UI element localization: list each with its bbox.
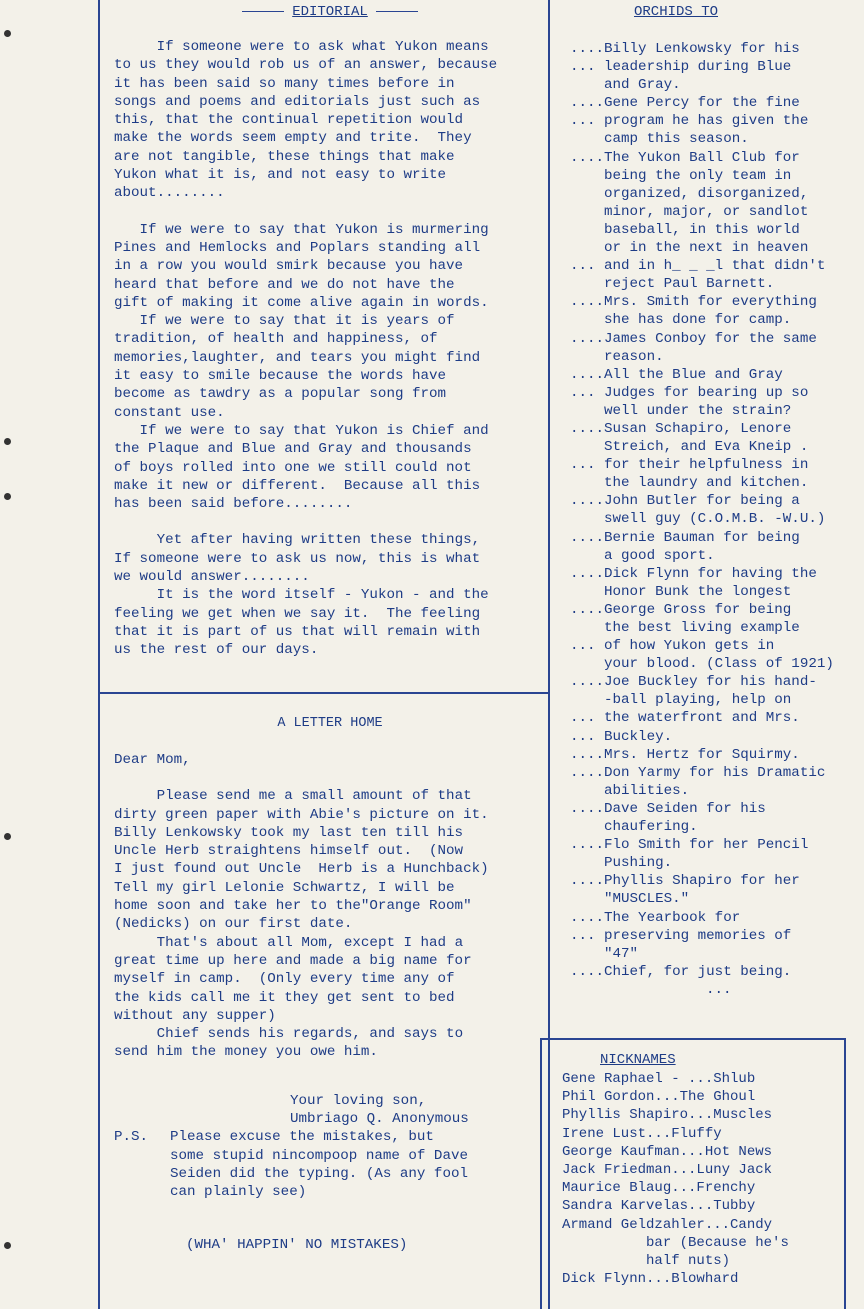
nickname-box-right-rule	[844, 1040, 846, 1309]
list-item: ... and in h_ _ _l that didn't reject Paul Barnett.	[570, 258, 826, 293]
list-item: .... Mrs. Hertz for Squirmy.	[570, 746, 800, 763]
ps-label: P.S.	[114, 1129, 149, 1146]
list-item: George Kaufman...Hot News	[562, 1143, 773, 1160]
letter-title: A LETTER HOME	[277, 716, 383, 731]
list-item: .... Flo Smith for her Pencil Pushing.	[570, 837, 809, 872]
editorial-paragraph: If we were to say that Yukon is murmering Pines and Hemlocks and Poplars standing all in a row you would smirk because you have heard that before and we do not have the gift of making it come alive again in words. If we were to say that it is years of tradition, of health and happiness, of memories,laughter, and tears you might find it easy to smile because the words have become as tawdry as a popular song from constant use. If we were to say that Yukon is Chief and the Plaque and Blue and Gray and thousands of boys rolled into one we still could not make it new or different. Because all this has been said before........	[114, 221, 489, 513]
list-item: Gene Raphael - ...Shlub	[562, 1071, 756, 1087]
list-item: Phyllis Shapiro...Muscles	[562, 1107, 773, 1124]
list-item: .... Chief, for just being.	[570, 963, 792, 980]
editorial-section	[114, 4, 546, 660]
nicknames-list	[562, 1070, 842, 1288]
list-item: .... Billy Lenkowsky for his	[570, 41, 800, 57]
list-item: Sandra Karvelas...Tubby	[562, 1198, 756, 1215]
editorial-divider	[98, 692, 548, 694]
list-item: .... George Gross for being the best living example	[570, 601, 800, 636]
orchids-list	[570, 40, 850, 981]
nickname-box-top-rule	[540, 1038, 846, 1040]
list-item: ... Buckley.	[570, 728, 673, 745]
punch-hole-mark	[4, 493, 11, 500]
list-item: .... The Yearbook for	[570, 909, 741, 926]
list-item: .... Phyllis Shapiro for her "MUSCLES."	[570, 873, 800, 908]
punch-hole-mark	[4, 30, 11, 37]
editorial-paragraph: If someone were to ask what Yukon means to us they would rob us of an answer, because it has been said so many times before in songs and poems and editorials just such as this, that the continual repetition would make the words seem empty and trite. They are not tangible, these things that make Yukon what it is, and not easy to write about........	[114, 39, 498, 202]
orchids-section	[570, 4, 850, 999]
list-item: .... Gene Percy for the fine	[570, 95, 800, 112]
letter-signature: Umbriago Q. Anonymous	[290, 1111, 469, 1128]
punch-hole-mark	[4, 438, 11, 445]
nicknames-title: NICKNAMES	[600, 1052, 676, 1068]
ps-text: Please excuse the mistakes, but some stupid nincompoop name of Dave Seiden did the typing. (As any fool can plainly see)	[170, 1129, 468, 1201]
letter-closing: Your loving son,	[290, 1092, 427, 1109]
list-item: .... All the Blue and Gray	[570, 366, 783, 383]
editorial-paragraph: Yet after having written these things, If someone were to ask us now, this is what we would answer........ It is the word itself - Yukon - and the feeling we get when we say it. The feeling that it is part of us that will remain with us the rest of our days.	[114, 532, 489, 659]
list-item: .... The Yukon Ball Club for being the only team in organized, disorganized, minor, major, or sandlot baseball, in this world or in the next in heaven	[570, 149, 809, 257]
center-column-rule	[548, 0, 550, 1309]
punch-hole-mark	[4, 833, 11, 840]
letter-salutation: Dear Mom,	[114, 752, 191, 768]
list-item: .... Bernie Bauman for being a good sport.	[570, 529, 800, 564]
list-item: .... Susan Schapiro, Lenore Streich, and Eva Kneip .	[570, 420, 809, 456]
list-item: .... James Conboy for the same reason.	[570, 330, 817, 365]
left-column-rule	[98, 0, 100, 1309]
list-item: Jack Friedman...Luny Jack	[562, 1162, 773, 1179]
letter-footer: (WHA' HAPPIN' NO MISTAKES)	[186, 1236, 408, 1253]
list-item: .... Mrs. Smith for everything she has done for camp.	[570, 294, 817, 329]
orchids-trailer: ...	[706, 981, 732, 998]
list-item: .... John Butler for being a swell guy (C.O.M.B. -W.U.)	[570, 493, 826, 528]
orchids-title: ORCHIDS TO	[634, 4, 719, 20]
punch-hole-mark	[4, 1242, 11, 1249]
editorial-title: EDITORIAL	[114, 4, 546, 20]
list-item: .... Don Yarmy for his Dramatic abilities.	[570, 764, 826, 799]
list-item: Phil Gordon...The Ghoul	[562, 1089, 756, 1106]
list-item: .... Dick Flynn for having the Honor Bunk the longest	[570, 565, 817, 600]
list-item: ... of how Yukon gets in your blood. (Class of 1921)	[570, 638, 834, 673]
list-item: .... Dave Seiden for his chaufering.	[570, 800, 766, 836]
list-item: ... leadership during Blue and Gray.	[570, 59, 792, 94]
list-item: .... Joe Buckley for his hand- -ball playing, help on	[570, 674, 817, 709]
letter-section	[114, 716, 546, 1254]
nicknames-section	[562, 1052, 842, 1288]
list-item: ... preserving memories of "47"	[570, 927, 792, 962]
list-item: ... the waterfront and Mrs.	[570, 710, 800, 727]
list-item: Irene Lust...Fluffy	[562, 1125, 722, 1142]
letter-body: Please send me a small amount of that dirty green paper with Abie's picture on it. Billy Lenkowsky took my last ten till his Uncle Herb straightens himself out. (Now I just found out Uncle Herb is a Hunchback) Tell my girl Lelonie Schwartz, I will be home soon and take her to the"Orange Room" (Nedicks) on our first date. That's about all Mom, except I had a great time up here and made a big name for myself in camp. (Only every time any of the kids call me it they get sent to bed without any supper) Chief sends his regards, and says to send him the money you owe him.	[114, 788, 489, 1061]
list-item: ... for their helpfulness in the laundry and kitchen.	[570, 457, 809, 492]
list-item: Maurice Blaug...Frenchy	[562, 1180, 756, 1197]
list-item: Armand Geldzahler...Candy bar (Because he's half nuts)	[562, 1216, 789, 1270]
list-item: Dick Flynn...Blowhard	[562, 1271, 739, 1288]
list-item: ... program he has given the camp this season.	[570, 113, 809, 148]
letter-postscript	[114, 1128, 546, 1201]
list-item: ... Judges for bearing up so well under the strain?	[570, 384, 809, 419]
